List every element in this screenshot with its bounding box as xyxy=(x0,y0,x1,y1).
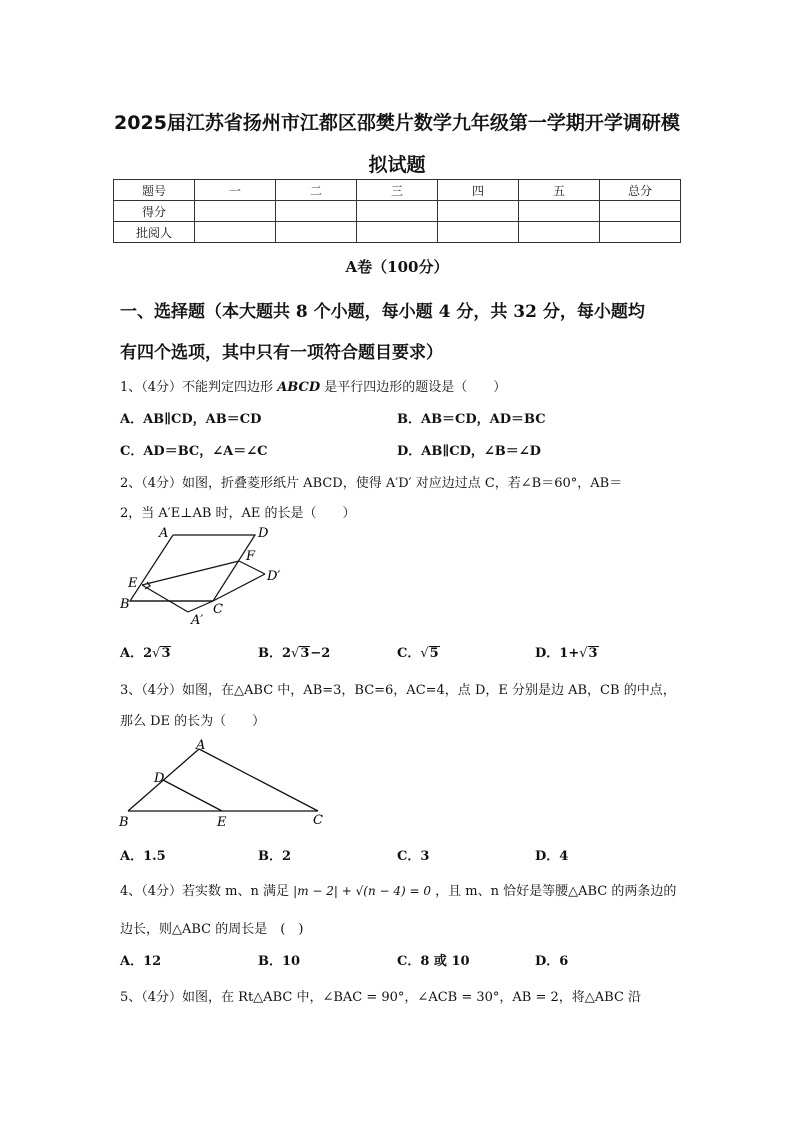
question-1-stem xyxy=(120,376,506,395)
score-cell: 三 xyxy=(357,180,438,201)
question-5-line1: 5、（4分）如图，在 Rt△ABC 中，∠BAC = 90°，∠ACB = 30°，AB = 2，将△ABC 沿 xyxy=(120,990,642,1005)
question-4-line2: 边长，则△ABC 的周长是 ( ) xyxy=(120,922,304,937)
q4-option-b[interactable]: B．10 xyxy=(258,954,301,969)
score-cell: 总分 xyxy=(600,180,681,201)
volume-heading: A卷（100分） xyxy=(345,258,449,276)
q1-option-c[interactable]: C．AD＝BC，∠A＝∠C xyxy=(120,444,268,459)
q2-option-b[interactable]: B．2√3−2 xyxy=(258,646,331,661)
q4-option-a[interactable]: A．12 xyxy=(120,954,162,969)
score-cell xyxy=(600,201,681,222)
rhombus-fold-figure xyxy=(115,524,295,628)
label-E: E xyxy=(128,576,138,591)
score-cell xyxy=(195,222,276,243)
q2-option-d[interactable]: D．1+√3 xyxy=(535,646,598,661)
question-3-line1: 3、（4分）如图，在△ABC 中，AB=3，BC=6，AC=4，点 D，E 分别是边 AB，CB 的中点， xyxy=(120,683,676,698)
score-cell: 一 xyxy=(195,180,276,201)
score-cell xyxy=(357,222,438,243)
label-A: A xyxy=(196,738,206,753)
label-F: F xyxy=(246,549,256,564)
label-B: B xyxy=(120,597,130,612)
section-heading-line1: 一、选择题（本大题共 8 个小题，每小题 4 分，共 32 分，每小题均 xyxy=(120,302,645,322)
question-4-line1: 4、（4分）若实数 m、n 满足 |m − 2| + √(n − 4) = 0 ，且 m、n 恰好是等腰△ABC 的两条边的 xyxy=(120,884,677,899)
score-cell xyxy=(357,201,438,222)
label-C: C xyxy=(313,813,323,828)
q1-option-b[interactable]: B．AB＝CD，AD＝BC xyxy=(397,412,546,427)
score-cell xyxy=(600,222,681,243)
score-cell xyxy=(276,201,357,222)
q1-stem-prefix: 1、（4分）不能判定四边形 xyxy=(120,380,274,395)
score-table-row xyxy=(114,222,681,243)
label-C: C xyxy=(213,602,223,617)
score-cell: 五 xyxy=(519,180,600,201)
score-cell: 批阅人 xyxy=(114,222,195,243)
label-Ap: A′ xyxy=(191,613,204,628)
question-2-line2: 2，当 A′E⊥AB 时，AE 的长是（ ） xyxy=(120,506,356,521)
q1-stem-var: ABCD xyxy=(277,380,321,395)
score-cell: 四 xyxy=(438,180,519,201)
score-cell: 题号 xyxy=(114,180,195,201)
q1-option-d[interactable]: D．AB∥CD，∠B＝∠D xyxy=(397,444,541,459)
label-B: B xyxy=(119,815,129,830)
q4-option-c[interactable]: C．8 或 10 xyxy=(397,954,470,969)
label-D: D xyxy=(154,771,165,786)
score-table-header-row xyxy=(114,180,681,201)
score-table xyxy=(113,179,681,243)
label-A: A xyxy=(159,526,169,541)
triangle-midpoint-figure xyxy=(115,736,330,832)
question-2-line1: 2、（4分）如图，折叠菱形纸片 ABCD，使得 A′D′ 对应边过点 C，若∠B＝60°，AB＝ xyxy=(120,476,623,491)
score-cell xyxy=(519,222,600,243)
q3-option-a[interactable]: A．1.5 xyxy=(120,849,166,864)
q3-option-b[interactable]: B．2 xyxy=(258,849,292,864)
score-table-row xyxy=(114,201,681,222)
q1-stem-suffix: 是平行四边形的题设是（ ） xyxy=(324,380,507,395)
score-cell xyxy=(438,201,519,222)
exam-title-line2: 拟试题 xyxy=(368,154,426,176)
q3-option-c[interactable]: C．3 xyxy=(397,849,430,864)
q4-expression: |m − 2| + √(n − 4) = 0 xyxy=(293,884,431,898)
label-Dp: D′ xyxy=(267,569,281,584)
label-D: D xyxy=(258,526,269,541)
question-3-line2: 那么 DE 的长为（ ） xyxy=(120,714,266,729)
score-cell xyxy=(438,222,519,243)
q2-option-a[interactable]: A．2√3 xyxy=(120,646,171,661)
score-cell xyxy=(276,222,357,243)
label-E: E xyxy=(217,815,227,830)
exam-title-line1: 2025届江苏省扬州市江都区邵樊片数学九年级第一学期开学调研模 xyxy=(114,112,680,134)
score-cell: 得分 xyxy=(114,201,195,222)
section-heading-line2: 有四个选项，其中只有一项符合题目要求） xyxy=(120,343,443,363)
score-cell: 二 xyxy=(276,180,357,201)
q4-option-d[interactable]: D．6 xyxy=(535,954,569,969)
q3-option-d[interactable]: D．4 xyxy=(535,849,569,864)
score-cell xyxy=(519,201,600,222)
score-cell xyxy=(195,201,276,222)
q2-option-c[interactable]: C．√5 xyxy=(397,646,439,661)
q1-option-a[interactable]: A．AB∥CD，AB＝CD xyxy=(120,412,262,427)
